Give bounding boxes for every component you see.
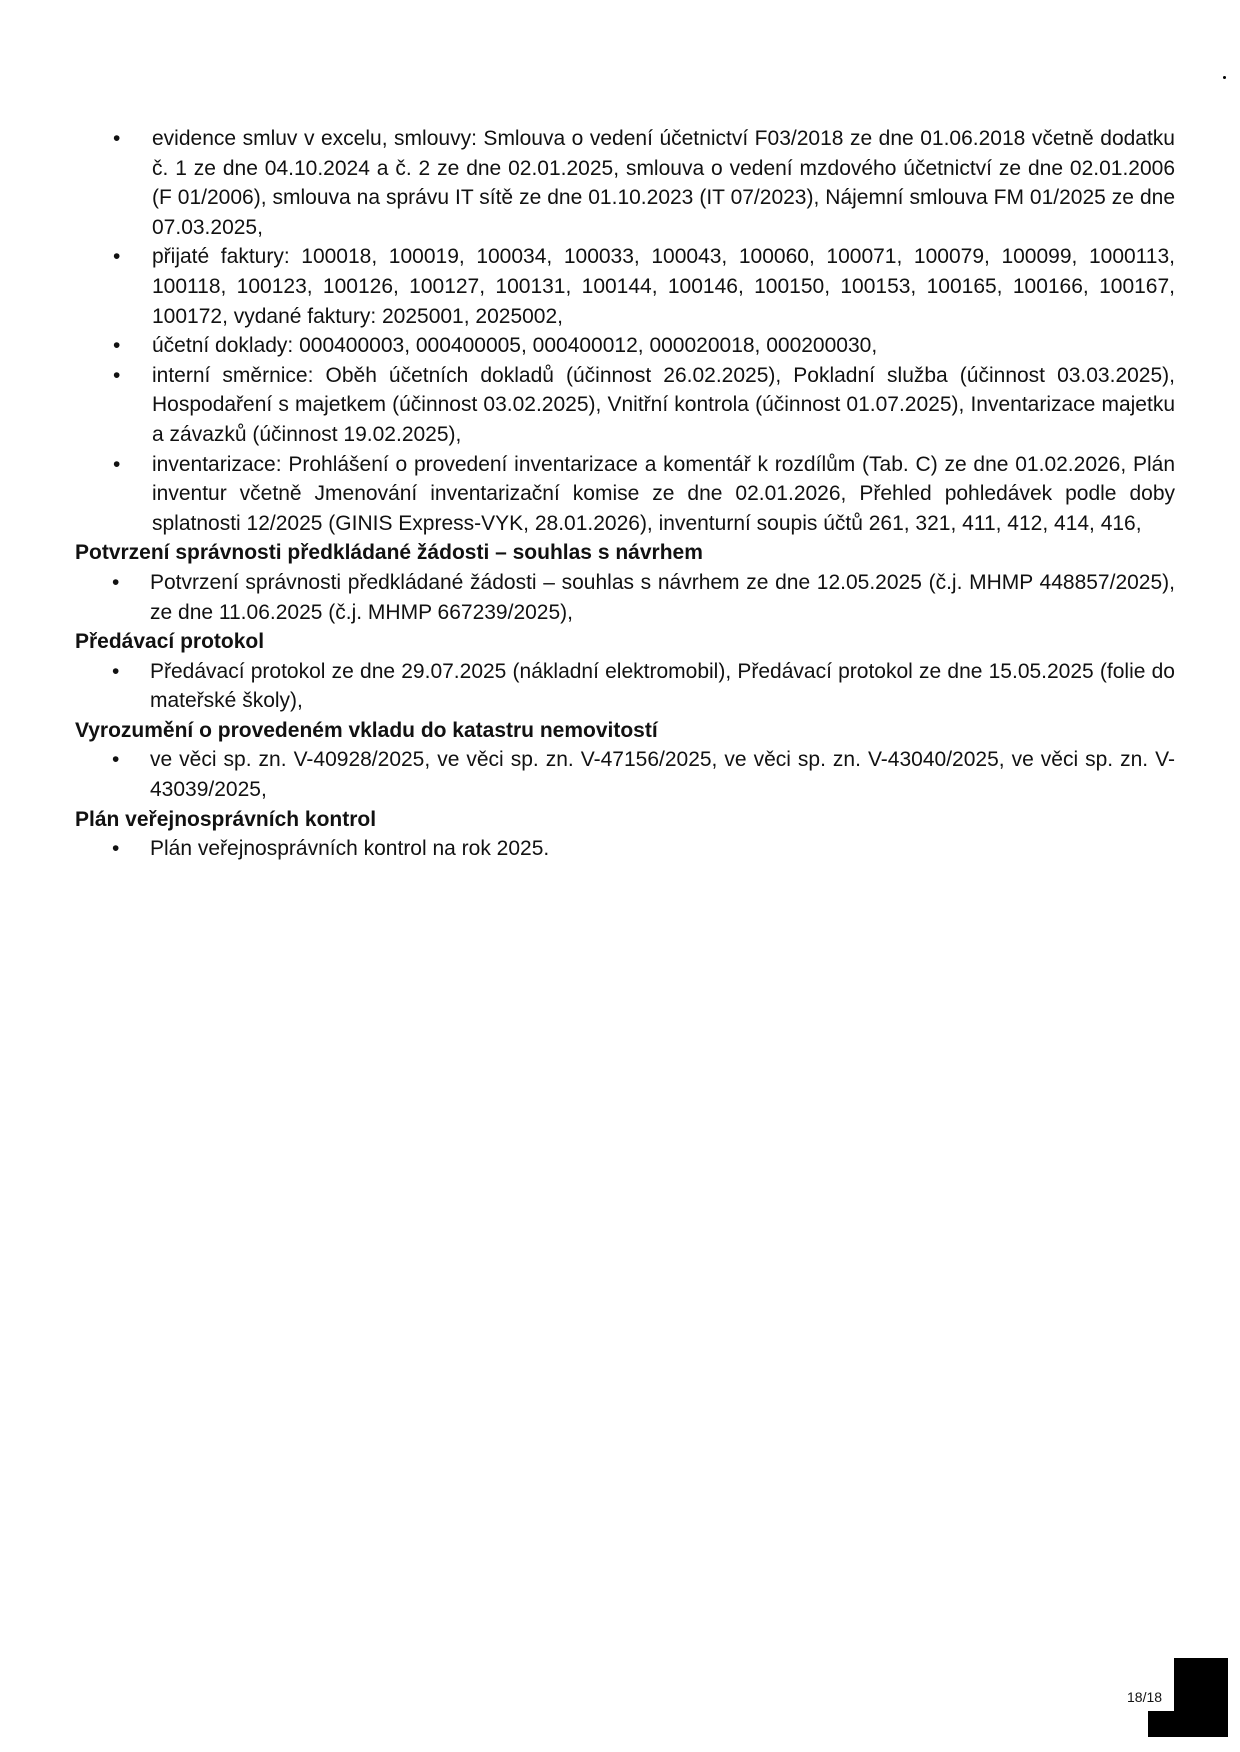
cadastre-list (75, 745, 1175, 804)
list-item-text: inventarizace: Prohlášení o provedení inventarizace a komentář k rozdílům (Tab. C) ze dne 01.02.2026, Plán inventur včetně Jmenování inventarizační komise ze dne 02.01.2026, Přehled pohledávek podle doby splatnosti 12/2025 (GINIS Express-VYK, 28.01.2026), inventurní soupis účtů 261, 321, 411, 412, 414, 416, (152, 452, 1175, 535)
list-item-text: Předávací protokol ze dne 29.07.2025 (nákladní elektromobil), Předávací protokol ze dne 15.05.2025 (folie do mateřské školy), (150, 659, 1175, 713)
list-item (75, 745, 1175, 804)
scan-speck (1223, 76, 1226, 79)
list-item-text: ve věci sp. zn. V-40928/2025, ve věci sp. zn. V-47156/2025, ve věci sp. zn. V-43040/2025, ve věci sp. zn. V-43039/2025, (150, 748, 1175, 802)
page-edge-marker-foot (1148, 1711, 1176, 1737)
page-number: 18/18 (1127, 1689, 1163, 1705)
bullet-icon: • (112, 837, 120, 861)
page-edge-marker (1174, 1658, 1228, 1737)
control-plan-list (75, 834, 1175, 864)
bullet-icon: • (112, 659, 120, 683)
list-item-text: interní směrnice: Oběh účetních dokladů (účinnost 26.02.2025), Pokladní služba (účinnost 03.03.2025), Hospodaření s majetkem (účinnost 03.02.2025), Vnitřní kontrola (účinnost 01.07.2025), Inventarizace majetku a závazků (účinnost 19.02.2025), (152, 363, 1175, 446)
list-item (75, 242, 1175, 331)
list-item-text: přijaté faktury: 100018, 100019, 100034, 100033, 100043, 100060, 100071, 100079, 100099, 1000113, 100118, 100123, 100126, 100127, 100131, 100144, 100146, 100150, 100153, 100165, 100166, 100167, 100172, vydané faktury: 2025001, 2025002, (152, 245, 1175, 328)
list-item-text: evidence smluv v excelu, smlouvy: Smlouva o vedení účetnictví F03/2018 ze dne 01.06.2018 včetně dodatku č. 1 ze dne 04.10.2024 a č. 2 ze dne 02.01.2025, smlouva o vedení mzdového účetnictví ze dne 02.01.2006 (F 01/2006), smlouva na správu IT sítě ze dne 01.10.2023 (IT 07/2023), Nájemní smlouva FM 01/2025 ze dne 07.03.2025, (152, 127, 1175, 239)
intro-list (75, 124, 1175, 538)
section-heading-cadastre: Vyrozumění o provedeném vkladu do katastru nemovitostí (75, 718, 658, 742)
bullet-icon: • (113, 245, 121, 269)
bullet-icon: • (113, 334, 121, 358)
list-item-text: účetní doklady: 000400003, 000400005, 000400012, 000020018, 000200030, (152, 334, 878, 358)
section-heading-control-plan: Plán veřejnosprávních kontrol (75, 807, 377, 831)
bullet-icon: • (112, 748, 120, 772)
bullet-icon: • (113, 363, 121, 387)
section-heading-handover: Předávací protokol (75, 630, 265, 654)
page-content (75, 124, 1175, 864)
list-item (75, 331, 1175, 361)
list-item (75, 657, 1175, 716)
section-heading-approval: Potvrzení správnosti předkládané žádosti – souhlas s návrhem (75, 541, 703, 565)
bullet-icon: • (112, 570, 120, 594)
bullet-icon: • (113, 452, 121, 476)
list-item (75, 450, 1175, 539)
list-item (75, 568, 1175, 627)
approval-list (75, 568, 1175, 627)
list-item-text: Plán veřejnosprávních kontrol na rok 2025. (150, 837, 550, 861)
handover-list (75, 657, 1175, 716)
list-item-text: Potvrzení správnosti předkládané žádosti – souhlas s návrhem ze dne 12.05.2025 (č.j. MHMP 448857/2025), ze dne 11.06.2025 (č.j. MHMP 667239/2025), (150, 570, 1175, 624)
list-item (75, 124, 1175, 242)
list-item (75, 834, 1175, 864)
list-item (75, 361, 1175, 450)
bullet-icon: • (113, 127, 121, 150)
